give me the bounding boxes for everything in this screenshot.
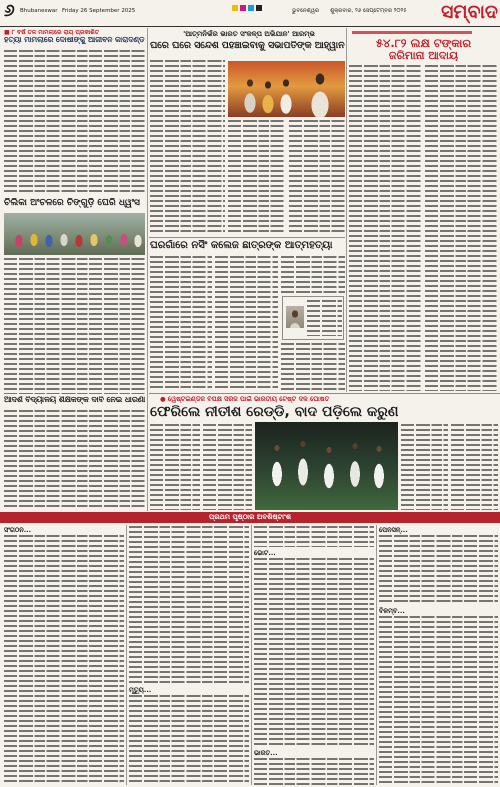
registration-mark: [232, 5, 238, 11]
sidebar-box-text: [307, 300, 342, 336]
lead-kicker: 'ଆତ୍ମନିର୍ଭର ଭାରତ ସଂକଳ୍ପ ଅଭିଯାନ' ଆରମ୍ଭ: [183, 30, 315, 38]
masthead-logo: ସମ୍ବାଦ: [441, 1, 498, 23]
continued-subhead: ଭାରତ...: [254, 749, 278, 757]
continued-body-text: [129, 695, 249, 785]
continued-body-text: [254, 558, 374, 747]
city-or: ଭୁବନେଶ୍ୱର: [292, 8, 320, 14]
lead-photo: [228, 61, 345, 117]
date-en: Friday 26 September 2025: [62, 8, 136, 14]
header-divider: [0, 26, 500, 27]
right-headline-line1: ୫୪.୮୨ ଲକ୍ଷ ଟଙ୍କାର: [375, 37, 472, 50]
lead-body-text: [150, 60, 225, 235]
page-number: ୬: [4, 1, 15, 21]
sports-headline: ଫେରିଲେ ନୀତୀଶ ରେଡ୍ଡି, ବାଦ ପଡ଼ିଲେ କରୁଣ: [150, 404, 399, 420]
right-headline-line2: ଜରିମାନା ଆଦାୟ: [388, 50, 459, 62]
continued-subhead: ଭୋଟ...: [254, 549, 276, 557]
continued-subhead: ସଂଗଠନ...: [4, 526, 32, 534]
continued-body-text: [129, 526, 249, 684]
continued-body-text: [379, 616, 498, 785]
continued-body-text: [254, 758, 374, 785]
continued-body-text: [4, 535, 124, 785]
second-body-text: [150, 256, 212, 391]
section-divider: [149, 237, 345, 238]
continued-subhead: ବିଳମ୍ବ...: [379, 607, 405, 615]
registration-mark: [248, 5, 254, 11]
continued-subhead: ପେନସନ୍...: [379, 526, 408, 534]
story3-headline: ଆଦର୍ଶ ବିଦ୍ୟାଳୟ ଶିକ୍ଷକଙ୍କ ଦାବି ନେଇ ଧାରଣା: [4, 396, 145, 404]
portrait-photo: [286, 306, 304, 328]
column-rule: [376, 525, 377, 785]
registration-mark: [240, 5, 246, 11]
story2-photo: [4, 213, 145, 255]
lead-body-text: [228, 120, 284, 235]
sports-body-text: [401, 424, 448, 510]
sports-body-text: [451, 424, 498, 510]
story2-headline: ଚିଲିକା ଅଂଚଳରେ ଚିଙ୍ଗୁଡ଼ି ଘେରି ଧ୍ୱଂସ: [4, 198, 140, 208]
continued-banner: ପ୍ରଥମ ପୃଷ୍ଠାର ଅବଶିଷ୍ଟାଂଶ: [0, 512, 500, 523]
continued-subhead: ମୃତ୍ୟୁ...: [129, 686, 152, 694]
second-body-text: [215, 256, 278, 391]
sports-kicker: ● ୱେଷ୍ଟଇଣ୍ଡିଜ ବିପକ୍ଷ ସିରିଜ ପାଇଁ ଭାରତୀୟ ଟେଷ୍ଟ ଦଳ ଘୋଷିତ: [160, 396, 330, 403]
lead-headline: ଘରେ ଘରେ ସନ୍ଦେଶ ପହଞ୍ଚାଇବାକୁ ସଭାପତିଙ୍କ ଆହ୍ୱାନ: [150, 41, 345, 51]
cricket-team-photo: [255, 422, 398, 510]
story1-kicker: ■ ୮ ବର୍ଷ ତଳ ମାମଲାରେ ରାୟ ପ୍ରକାଶିତ: [4, 29, 99, 36]
column-rule: [251, 525, 252, 785]
column-rule: [126, 525, 127, 785]
second-headline: ଘରଗାଁରେ ନର୍ସିଂ କଲେଜ ଛାତ୍ରଙ୍କ ଆତ୍ମହତ୍ୟା: [150, 240, 333, 251]
continued-body-text: [379, 535, 498, 605]
story1-body-text: [4, 50, 145, 195]
right-kicker: [352, 31, 472, 34]
second-body-text: [281, 256, 345, 294]
second-body-text: [281, 343, 345, 391]
city-en: Bhubaneswar: [20, 8, 58, 14]
right-body-text: [425, 65, 498, 391]
section-divider: [149, 393, 500, 394]
sports-body-text: [203, 424, 252, 510]
story2-body-text: [4, 258, 145, 394]
continued-body-text: [254, 526, 374, 547]
sports-body-text: [150, 424, 200, 510]
right-body-text: [349, 65, 421, 391]
story1-headline: ହତ୍ୟା ମାମଲାରେ ଦୋଷୀଙ୍କୁ ଆଜୀବନ କାରାଦଣ୍ଡ: [4, 36, 145, 44]
column-rule: [147, 28, 148, 511]
date-or: ଶୁକ୍ରବାର, ୨୬ ସେପ୍ଟେମ୍ବର ୨୦୨୫: [330, 8, 407, 14]
story3-body-text: [4, 410, 145, 510]
lead-body-text: [289, 120, 345, 235]
registration-mark: [256, 5, 262, 11]
column-rule: [346, 28, 347, 392]
